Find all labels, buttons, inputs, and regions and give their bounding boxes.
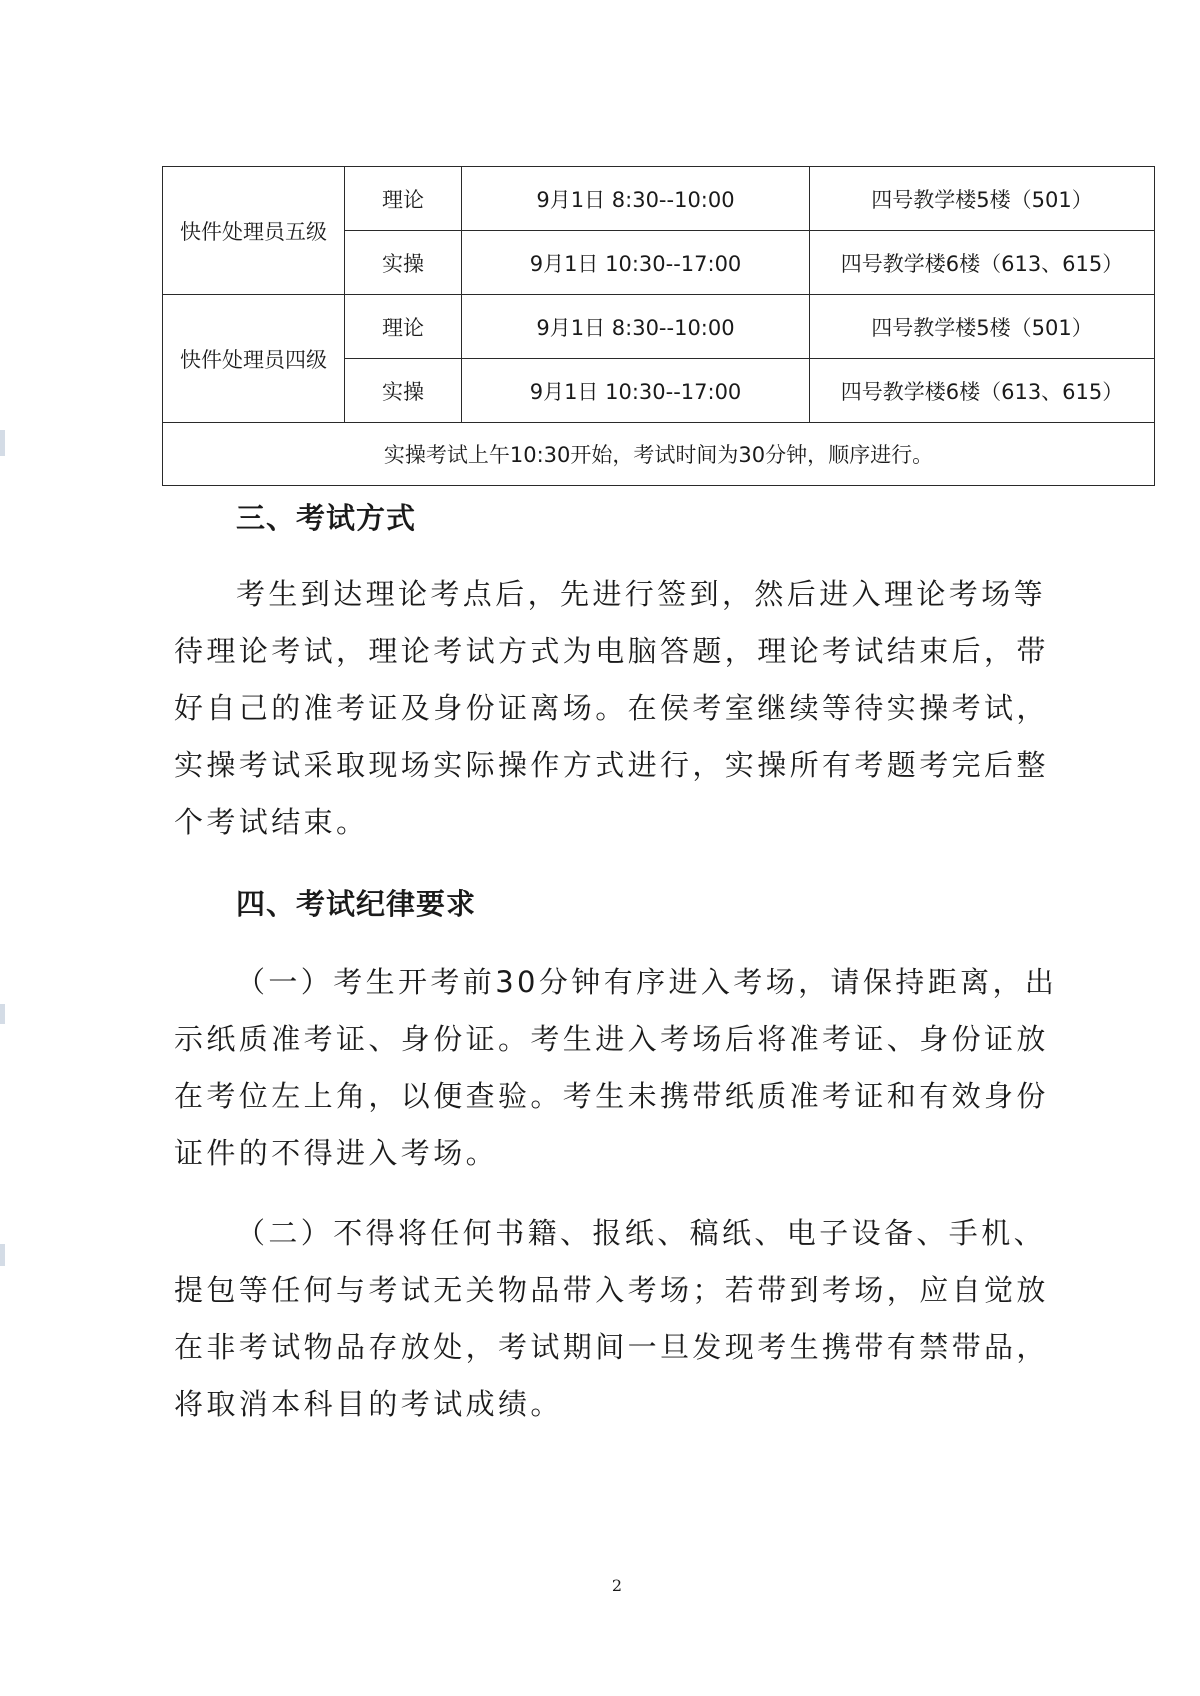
exam-method-paragraph: 考生到达理论考点后，先进行签到，然后进入理论考场等待理论考试，理论考试方式为电脑答题，理论考试结束后，带好自己的准考证及身份证离场。在侯考室继续等待实操考试，实操考试采取现场实际操作方式进行，实操所有考题考完后整个考试结束。 xyxy=(174,577,1049,839)
section-heading-exam-method: 三、考试方式 xyxy=(236,501,417,535)
table-row xyxy=(163,167,1155,231)
scan-artifact xyxy=(0,1004,5,1024)
exam-type-cell: 理论 xyxy=(345,295,462,359)
exam-place-cell: 四号教学楼6楼（613、615） xyxy=(810,359,1155,423)
level-cell: 快件处理员四级 xyxy=(163,295,345,423)
exam-time-cell: 9月1日 8:30--10:00 xyxy=(462,295,810,359)
exam-type-cell: 实操 xyxy=(345,359,462,423)
exam-time-cell: 9月1日 10:30--17:00 xyxy=(462,359,810,423)
exam-schedule-table xyxy=(162,166,1155,486)
exam-place-cell: 四号教学楼5楼（501） xyxy=(810,167,1155,231)
table-note: 实操考试上午10:30开始，考试时间为30分钟，顺序进行。 xyxy=(163,423,1155,486)
table-row xyxy=(163,295,1155,359)
exam-time-cell: 9月1日 8:30--10:00 xyxy=(462,167,810,231)
level-cell: 快件处理员五级 xyxy=(163,167,345,295)
exam-place-cell: 四号教学楼5楼（501） xyxy=(810,295,1155,359)
page-number: 2 xyxy=(611,1576,623,1595)
scan-artifact xyxy=(0,430,5,456)
exam-type-cell: 理论 xyxy=(345,167,462,231)
discipline-item-2: （二）不得将任何书籍、报纸、稿纸、电子设备、手机、提包等任何与考试无关物品带入考场；若带到考场，应自觉放在非考试物品存放处，考试期间一旦发现考生携带有禁带品，将取消本科目的考试成绩。 xyxy=(174,1216,1049,1421)
table-note-row xyxy=(163,423,1155,486)
discipline-item-1: （一）考生开考前30分钟有序进入考场，请保持距离，出示纸质准考证、身份证。考生进入考场后将准考证、身份证放在考位左上角，以便查验。考生未携带纸质准考证和有效身份证件的不得进入考场。 xyxy=(174,965,1058,1170)
exam-type-cell: 实操 xyxy=(345,231,462,295)
section-heading-exam-discipline: 四、考试纪律要求 xyxy=(236,887,477,921)
scan-artifact xyxy=(0,1244,5,1266)
exam-time-cell: 9月1日 10:30--17:00 xyxy=(462,231,810,295)
exam-place-cell: 四号教学楼6楼（613、615） xyxy=(810,231,1155,295)
